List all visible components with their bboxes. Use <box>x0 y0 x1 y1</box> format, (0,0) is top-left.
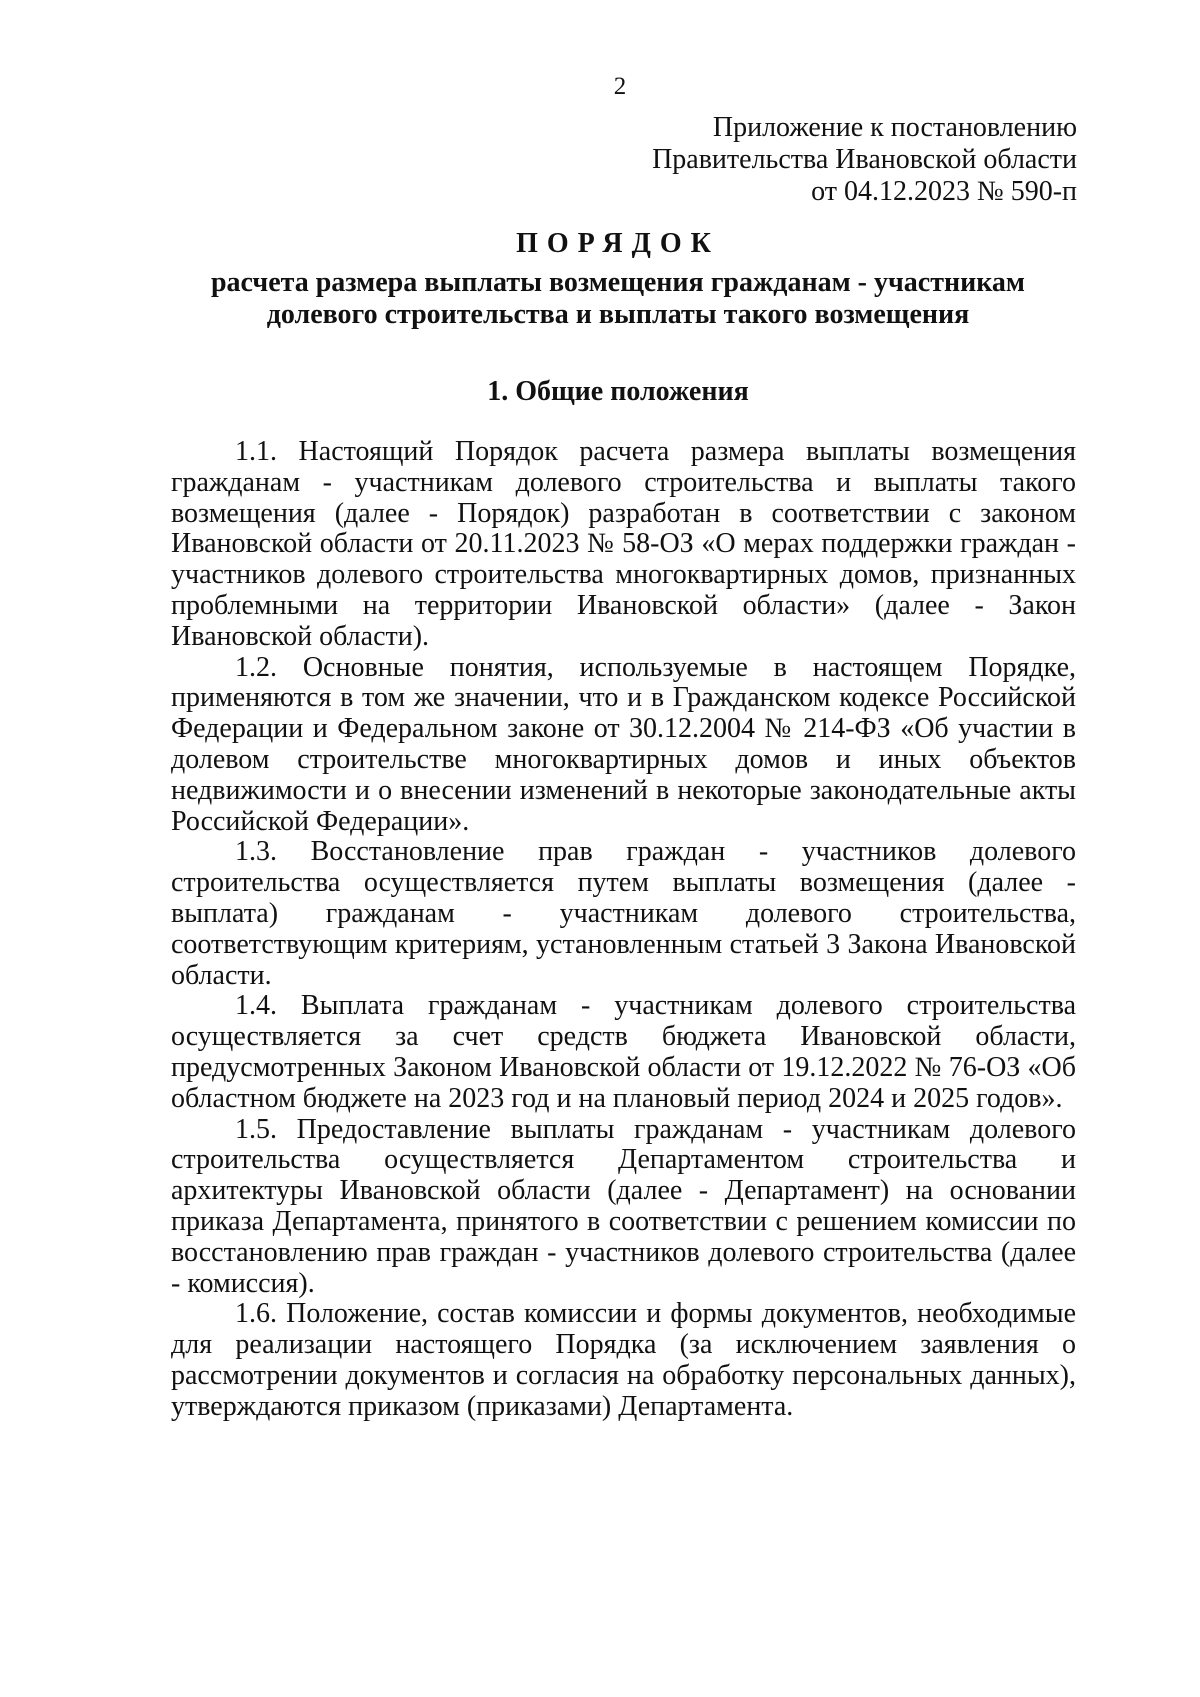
paragraph-1-5: 1.5. Предоставление выплаты гражданам - участникам долевого строительства осуществляется Департаментом строительства и архитектуры Ивановской области (далее - Департамент) на основании приказа Департамента, принятого в соответствии с решением комиссии по восстановлению прав граждан - участников долевого строительства (далее - комиссия). <box>171 1113 1076 1299</box>
paragraph-1-1: 1.1. Настоящий Порядок расчета размера выплаты возмещения гражданам - участникам долевого строительства и выплаты такого возмещения (далее - Порядок) разработан в соответствии с законом Ивановской области от 20.11.2023 № 58-ОЗ «О мерах поддержки граждан - участников долевого строительства многоквартирных домов, признанных проблемными на территории Ивановской области» (далее - Закон Ивановской области). <box>171 436 1076 652</box>
paragraph-1-3: 1.3. Восстановление прав граждан - участников долевого строительства осуществляется путем выплаты возмещения (далее - выплата) гражданам - участникам долевого строительства, соответствующим критериям, установленным статьей 3 Закона Ивановской области. <box>171 836 1076 991</box>
title-main: ПОРЯДОК <box>516 228 720 259</box>
approval-line: Правительства Ивановской области <box>652 144 1077 175</box>
approval-line: Приложение к постановлению <box>712 112 1077 143</box>
page-number: 2 <box>613 73 627 100</box>
paragraph-1-4: 1.4. Выплата гражданам - участникам долевого строительства осуществляется за счет средств бюджета Ивановской области, предусмотренных Законом Ивановской области от 19.12.2022 № 76-ОЗ «Об областном бюджете на 2023 год и на плановый период 2024 и 2025 годов». <box>171 990 1076 1114</box>
title-subtitle-line: расчета размера выплаты возмещения гражданам - участникам <box>210 267 1026 298</box>
section-heading: 1. Общие положения <box>487 376 749 407</box>
document-title <box>160 228 1076 331</box>
paragraph-1-2: 1.2. Основные понятия, используемые в настоящем Порядке, применяются в том же значении, что и в Гражданском кодексе Российской Федерации и Федеральном законе от 30.12.2004 № 214-ФЗ «Об участии в долевом строительстве многоквартирных домов и иных объектов недвижимости и о внесении изменений в некоторые законодательные акты Российской Федерации». <box>171 651 1076 837</box>
title-subtitle-line: долевого строительства и выплаты такого возмещения <box>266 299 970 330</box>
approval-block <box>517 112 1077 208</box>
approval-date-number: от 04.12.2023 № 590-п <box>811 176 1077 207</box>
paragraph-1-6: 1.6. Положение, состав комиссии и формы документов, необходимые для реализации настоящего Порядка (за исключением заявления о рассмотрении документов и согласия на обработку персональных данных), утверждаются приказом (приказами) Департамента. <box>171 1298 1076 1422</box>
document-body <box>171 437 1076 1423</box>
